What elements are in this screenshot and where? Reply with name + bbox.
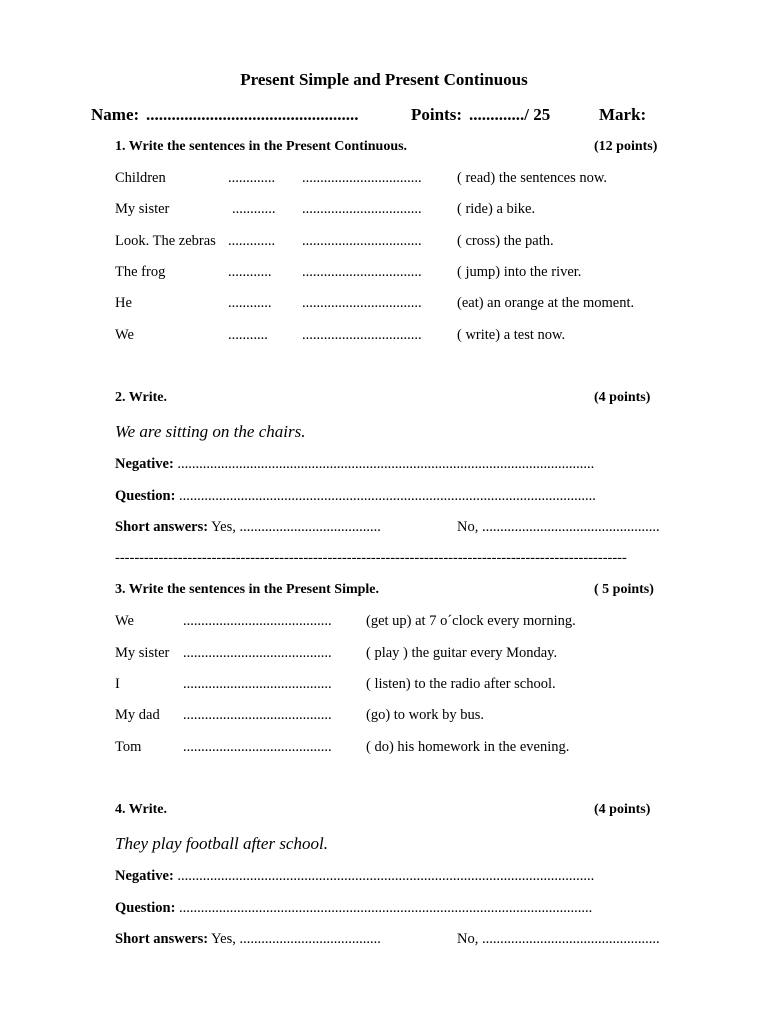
s1-row-subject: Look. The zebras xyxy=(115,233,216,249)
section4-sentence: They play football after school. xyxy=(115,834,328,853)
s3-row-hint: ( do) his homework in the evening. xyxy=(366,739,570,755)
s1-row-aux-blank: ............ xyxy=(232,201,276,217)
s1-row-verb-blank: ................................. xyxy=(302,201,422,217)
page-title: Present Simple and Present Continuous xyxy=(240,70,528,89)
section2-heading: 2. Write. xyxy=(115,390,167,405)
s3-row-hint: ( listen) to the radio after school. xyxy=(366,676,556,692)
s1-row-hint: ( cross) the path. xyxy=(457,233,554,249)
s3-row-blank: ......................................... xyxy=(183,613,332,629)
s3-row-hint: (get up) at 7 o´clock every morning. xyxy=(366,613,576,629)
question-label: Question: xyxy=(115,900,176,916)
s1-row-aux-blank: ............ xyxy=(228,295,272,311)
points-label: Points: xyxy=(411,105,462,124)
mark-label: Mark: xyxy=(599,105,647,124)
s1-row-hint: ( write) a test now. xyxy=(457,327,566,343)
s3-row-blank: ......................................... xyxy=(183,707,332,723)
points-value: ............./ 25 xyxy=(469,105,551,124)
negative-dots: ................................................................................................................... xyxy=(177,868,595,884)
s1-row-hint: ( jump) into the river. xyxy=(457,264,582,280)
s1-row-aux-blank: ............. xyxy=(228,233,276,249)
s1-row-verb-blank: ................................. xyxy=(302,233,422,249)
s1-row-hint: ( read) the sentences now. xyxy=(457,170,608,186)
s3-row-blank: ......................................... xyxy=(183,676,332,692)
short-answer-yes: Yes, ....................................... xyxy=(211,519,381,535)
s3-row-subject: My dad xyxy=(115,707,160,723)
s1-row-subject: Children xyxy=(115,170,166,186)
question-dots: .................................................................................................................. xyxy=(179,900,593,916)
s1-row-verb-blank: ................................. xyxy=(302,327,422,343)
short-answer-no: No, ................................................. xyxy=(457,519,660,535)
s1-row-aux-blank: ............ xyxy=(228,264,272,280)
s1-row-hint: ( ride) a bike. xyxy=(457,201,536,217)
section1-points: (12 points) xyxy=(594,139,658,154)
s1-row-subject: My sister xyxy=(115,201,170,217)
name-label: Name: xyxy=(91,105,140,124)
short-answers-label: Short answers: xyxy=(115,519,209,535)
s1-row-verb-blank: ................................. xyxy=(302,295,422,311)
s3-row-subject: Tom xyxy=(115,739,142,755)
s1-row-aux-blank: ........... xyxy=(228,327,268,343)
negative-label: Negative: xyxy=(115,456,174,472)
s1-row-subject: He xyxy=(115,295,132,311)
s3-row-hint: (go) to work by bus. xyxy=(366,707,485,723)
negative-label: Negative: xyxy=(115,868,174,884)
s1-row-verb-blank: ................................. xyxy=(302,264,422,280)
s3-row-subject: We xyxy=(115,613,134,629)
s3-row-blank: ......................................... xyxy=(183,645,332,661)
s1-row-verb-blank: ................................. xyxy=(302,170,422,186)
s1-row-aux-blank: ............. xyxy=(228,170,276,186)
question-dots: ................................................................................................................... xyxy=(179,488,596,504)
s1-row-subject: The frog xyxy=(115,264,166,280)
section2-points: (4 points) xyxy=(594,390,651,405)
section1-heading: 1. Write the sentences in the Present Continuous. xyxy=(115,139,408,154)
section3-points: ( 5 points) xyxy=(594,582,654,597)
section2-sentence: We are sitting on the chairs. xyxy=(115,422,306,441)
name-dots: .................................................. xyxy=(146,105,359,124)
s1-row-subject: We xyxy=(115,327,134,343)
s3-row-subject: I xyxy=(115,676,120,692)
separator-line: ---------------------------------------------------------------------------------------------------------- xyxy=(115,550,627,566)
short-answers-label: Short answers: xyxy=(115,931,209,947)
section4-points: (4 points) xyxy=(594,802,651,817)
question-label: Question: xyxy=(115,488,176,504)
short-answer-yes: Yes, ....................................... xyxy=(211,931,381,947)
short-answer-no: No, ................................................. xyxy=(457,931,660,947)
s3-row-hint: ( play ) the guitar every Monday. xyxy=(366,645,558,661)
s3-row-subject: My sister xyxy=(115,645,170,661)
section3-heading: 3. Write the sentences in the Present Simple. xyxy=(115,582,380,597)
s3-row-blank: ......................................... xyxy=(183,739,332,755)
s1-row-hint: (eat) an orange at the moment. xyxy=(457,295,635,311)
section4-heading: 4. Write. xyxy=(115,802,167,817)
negative-dots: ................................................................................................................... xyxy=(177,456,595,472)
